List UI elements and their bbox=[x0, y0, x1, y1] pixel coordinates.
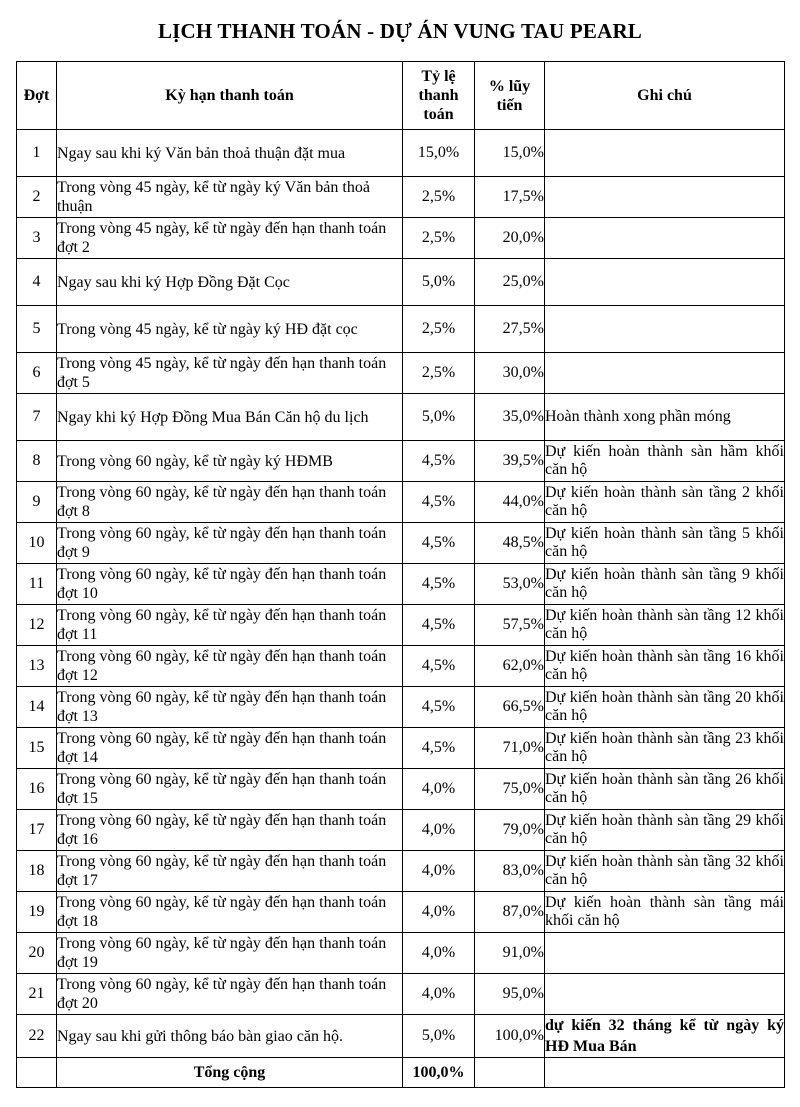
cell-cumulative: 100,0% bbox=[475, 1015, 545, 1058]
cell-cumulative: 62,0% bbox=[475, 646, 545, 687]
cell-term: Trong vòng 60 ngày, kể từ ngày đến hạn thanh toán đợt 19 bbox=[57, 933, 403, 974]
header-cumulative-line2: tiến bbox=[496, 96, 523, 114]
total-empty-cell bbox=[475, 1058, 545, 1088]
cell-cumulative: 79,0% bbox=[475, 810, 545, 851]
cell-stt: 1 bbox=[17, 130, 57, 177]
cell-cumulative: 30,0% bbox=[475, 353, 545, 394]
header-rate bbox=[403, 62, 475, 130]
table-row bbox=[17, 306, 785, 353]
cell-rate: 4,0% bbox=[403, 933, 475, 974]
cell-rate: 15,0% bbox=[403, 130, 475, 177]
cell-rate: 2,5% bbox=[403, 177, 475, 218]
cell-note: Dự kiến hoàn thành sàn tầng 26 khối căn hộ bbox=[545, 769, 785, 810]
cell-stt: 17 bbox=[17, 810, 57, 851]
cell-cumulative: 91,0% bbox=[475, 933, 545, 974]
cell-rate: 4,5% bbox=[403, 482, 475, 523]
cell-stt: 22 bbox=[17, 1015, 57, 1058]
cell-term: Trong vòng 60 ngày, kể từ ngày đến hạn thanh toán đợt 9 bbox=[57, 523, 403, 564]
cell-term: Trong vòng 60 ngày, kể từ ngày đến hạn thanh toán đợt 12 bbox=[57, 646, 403, 687]
table-row bbox=[17, 482, 785, 523]
cell-term: Trong vòng 60 ngày, kể từ ngày đến hạn thanh toán đợt 14 bbox=[57, 728, 403, 769]
cell-term: Trong vòng 45 ngày, kể từ ngày đến hạn thanh toán đợt 5 bbox=[57, 353, 403, 394]
cell-rate: 4,0% bbox=[403, 769, 475, 810]
cell-cumulative: 71,0% bbox=[475, 728, 545, 769]
cell-note: Dự kiến hoàn thành sàn tầng 5 khối căn hộ bbox=[545, 523, 785, 564]
cell-stt: 9 bbox=[17, 482, 57, 523]
cell-cumulative: 39,5% bbox=[475, 441, 545, 482]
cell-rate: 5,0% bbox=[403, 1015, 475, 1058]
cell-note bbox=[545, 353, 785, 394]
cell-stt: 7 bbox=[17, 394, 57, 441]
cell-note: Dự kiến hoàn thành sàn tầng 32 khối căn hộ bbox=[545, 851, 785, 892]
cell-rate: 5,0% bbox=[403, 259, 475, 306]
header-cumulative bbox=[475, 62, 545, 130]
cell-stt: 20 bbox=[17, 933, 57, 974]
cell-stt: 19 bbox=[17, 892, 57, 933]
cell-stt: 3 bbox=[17, 218, 57, 259]
table-row bbox=[17, 441, 785, 482]
cell-cumulative: 48,5% bbox=[475, 523, 545, 564]
cell-note bbox=[545, 130, 785, 177]
table-row bbox=[17, 769, 785, 810]
cell-rate: 2,5% bbox=[403, 218, 475, 259]
table-row bbox=[17, 933, 785, 974]
cell-term: Ngay sau khi gửi thông báo bàn giao căn hộ. bbox=[57, 1015, 403, 1058]
cell-note: Dự kiến hoàn thành sàn tầng 2 khối căn hộ bbox=[545, 482, 785, 523]
cell-rate: 4,0% bbox=[403, 851, 475, 892]
cell-note: Dự kiến hoàn thành sàn tầng 12 khối căn hộ bbox=[545, 605, 785, 646]
cell-rate: 4,0% bbox=[403, 892, 475, 933]
cell-stt: 10 bbox=[17, 523, 57, 564]
table-header-row bbox=[17, 62, 785, 130]
cell-term: Trong vòng 60 ngày, kể từ ngày đến hạn thanh toán đợt 10 bbox=[57, 564, 403, 605]
cell-term: Trong vòng 60 ngày, kể từ ngày ký HĐMB bbox=[57, 441, 403, 482]
table-row bbox=[17, 1015, 785, 1058]
cell-note: Dự kiến hoàn thành sàn tầng mái khối căn hộ bbox=[545, 892, 785, 933]
cell-rate: 4,0% bbox=[403, 974, 475, 1015]
cell-rate: 4,0% bbox=[403, 810, 475, 851]
cell-note: Dự kiến hoàn thành sàn hầm khối căn hộ bbox=[545, 441, 785, 482]
cell-cumulative: 35,0% bbox=[475, 394, 545, 441]
payment-schedule-table bbox=[16, 61, 785, 1088]
table-row bbox=[17, 353, 785, 394]
cell-rate: 4,5% bbox=[403, 605, 475, 646]
cell-cumulative: 20,0% bbox=[475, 218, 545, 259]
table-row bbox=[17, 177, 785, 218]
table-row bbox=[17, 646, 785, 687]
cell-rate: 4,5% bbox=[403, 646, 475, 687]
cell-cumulative: 44,0% bbox=[475, 482, 545, 523]
cell-rate: 4,5% bbox=[403, 441, 475, 482]
cell-term: Trong vòng 45 ngày, kể từ ngày ký Văn bản thoả thuận bbox=[57, 177, 403, 218]
table-row bbox=[17, 130, 785, 177]
cell-term: Ngay sau khi ký Hợp Đồng Đặt Cọc bbox=[57, 259, 403, 306]
cell-term: Trong vòng 45 ngày, kể từ ngày đến hạn thanh toán đợt 2 bbox=[57, 218, 403, 259]
table-row bbox=[17, 974, 785, 1015]
cell-stt: 16 bbox=[17, 769, 57, 810]
cell-rate: 2,5% bbox=[403, 306, 475, 353]
cell-term: Trong vòng 45 ngày, kể từ ngày ký HĐ đặt cọc bbox=[57, 306, 403, 353]
cell-note: Dự kiến hoàn thành sàn tầng 29 khối căn hộ bbox=[545, 810, 785, 851]
cell-cumulative: 95,0% bbox=[475, 974, 545, 1015]
cell-term: Trong vòng 60 ngày, kể từ ngày đến hạn thanh toán đợt 17 bbox=[57, 851, 403, 892]
cell-cumulative: 75,0% bbox=[475, 769, 545, 810]
cell-term: Ngay khi ký Hợp Đồng Mua Bán Căn hộ du lịch bbox=[57, 394, 403, 441]
cell-stt: 21 bbox=[17, 974, 57, 1015]
cell-note bbox=[545, 177, 785, 218]
cell-stt: 2 bbox=[17, 177, 57, 218]
table-row bbox=[17, 687, 785, 728]
cell-cumulative: 25,0% bbox=[475, 259, 545, 306]
header-cumulative-line1: % lũy bbox=[488, 77, 531, 95]
cell-stt: 12 bbox=[17, 605, 57, 646]
cell-note: Dự kiến hoàn thành sàn tầng 9 khối căn hộ bbox=[545, 564, 785, 605]
document-title: LỊCH THANH TOÁN - DỰ ÁN VUNG TAU PEARL bbox=[157, 19, 643, 43]
cell-note: Dự kiến hoàn thành sàn tầng 20 khối căn hộ bbox=[545, 687, 785, 728]
table-row bbox=[17, 218, 785, 259]
total-label: Tổng cộng bbox=[57, 1058, 403, 1088]
cell-note: Dự kiến hoàn thành sàn tầng 23 khối căn hộ bbox=[545, 728, 785, 769]
table-row bbox=[17, 851, 785, 892]
cell-stt: 8 bbox=[17, 441, 57, 482]
table-row bbox=[17, 394, 785, 441]
cell-rate: 5,0% bbox=[403, 394, 475, 441]
table-row bbox=[17, 523, 785, 564]
cell-cumulative: 57,5% bbox=[475, 605, 545, 646]
cell-note: dự kiến 32 tháng kể từ ngày ký HĐ Mua Bán bbox=[545, 1015, 785, 1058]
total-empty-cell bbox=[545, 1058, 785, 1088]
header-rate-line1: Tỷ lệ bbox=[421, 68, 456, 85]
cell-rate: 2,5% bbox=[403, 353, 475, 394]
cell-rate: 4,5% bbox=[403, 687, 475, 728]
cell-cumulative: 15,0% bbox=[475, 130, 545, 177]
cell-term: Trong vòng 60 ngày, kể từ ngày đến hạn thanh toán đợt 16 bbox=[57, 810, 403, 851]
cell-note bbox=[545, 933, 785, 974]
cell-note bbox=[545, 259, 785, 306]
cell-stt: 4 bbox=[17, 259, 57, 306]
cell-term: Trong vòng 60 ngày, kể từ ngày đến hạn thanh toán đợt 15 bbox=[57, 769, 403, 810]
total-row bbox=[17, 1058, 785, 1088]
header-rate-line2: thanh bbox=[418, 87, 459, 104]
cell-cumulative: 83,0% bbox=[475, 851, 545, 892]
table-row bbox=[17, 728, 785, 769]
cell-stt: 5 bbox=[17, 306, 57, 353]
table-row bbox=[17, 605, 785, 646]
total-empty-cell bbox=[17, 1058, 57, 1088]
cell-cumulative: 87,0% bbox=[475, 892, 545, 933]
cell-term: Ngay sau khi ký Văn bản thoả thuận đặt mua bbox=[57, 130, 403, 177]
table-row bbox=[17, 892, 785, 933]
header-note: Ghi chú bbox=[545, 62, 785, 130]
cell-rate: 4,5% bbox=[403, 728, 475, 769]
cell-stt: 18 bbox=[17, 851, 57, 892]
cell-cumulative: 53,0% bbox=[475, 564, 545, 605]
cell-note: Dự kiến hoàn thành sàn tầng 16 khối căn hộ bbox=[545, 646, 785, 687]
header-rate-line3: toán bbox=[423, 106, 454, 123]
table-row bbox=[17, 564, 785, 605]
cell-note bbox=[545, 218, 785, 259]
cell-term: Trong vòng 60 ngày, kể từ ngày đến hạn thanh toán đợt 20 bbox=[57, 974, 403, 1015]
cell-stt: 14 bbox=[17, 687, 57, 728]
cell-term: Trong vòng 60 ngày, kể từ ngày đến hạn thanh toán đợt 11 bbox=[57, 605, 403, 646]
cell-cumulative: 17,5% bbox=[475, 177, 545, 218]
cell-cumulative: 27,5% bbox=[475, 306, 545, 353]
cell-stt: 13 bbox=[17, 646, 57, 687]
cell-term: Trong vòng 60 ngày, kể từ ngày đến hạn thanh toán đợt 13 bbox=[57, 687, 403, 728]
cell-stt: 6 bbox=[17, 353, 57, 394]
table-row bbox=[17, 810, 785, 851]
cell-note bbox=[545, 306, 785, 353]
cell-term: Trong vòng 60 ngày, kể từ ngày đến hạn thanh toán đợt 8 bbox=[57, 482, 403, 523]
cell-term: Trong vòng 60 ngày, kể từ ngày đến hạn thanh toán đợt 18 bbox=[57, 892, 403, 933]
total-value: 100,0% bbox=[403, 1058, 475, 1088]
cell-stt: 15 bbox=[17, 728, 57, 769]
cell-stt: 11 bbox=[17, 564, 57, 605]
cell-cumulative: 66,5% bbox=[475, 687, 545, 728]
cell-note bbox=[545, 974, 785, 1015]
cell-rate: 4,5% bbox=[403, 564, 475, 605]
cell-rate: 4,5% bbox=[403, 523, 475, 564]
table-row bbox=[17, 259, 785, 306]
cell-note: Hoàn thành xong phần móng bbox=[545, 394, 785, 441]
header-stt: Đợt bbox=[17, 62, 57, 130]
header-term: Kỳ hạn thanh toán bbox=[57, 62, 403, 130]
